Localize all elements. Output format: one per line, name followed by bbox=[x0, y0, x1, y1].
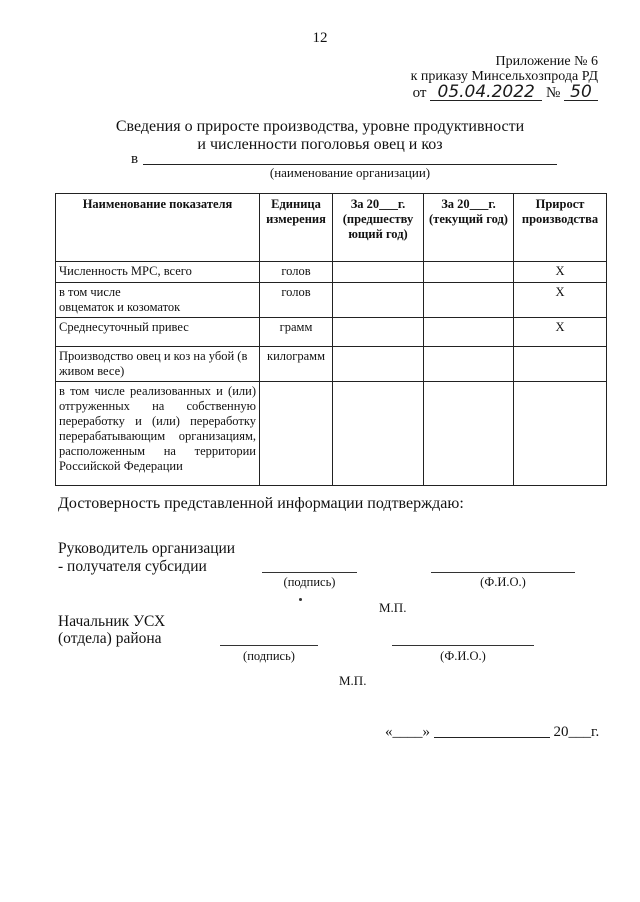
date-day-field[interactable]: «____» bbox=[385, 724, 430, 740]
document-title-line-1: Сведения о приросте производства, уровне продуктивности bbox=[115, 118, 525, 135]
header-indicator: Наименование показателя bbox=[56, 194, 260, 262]
confirmation-text: Достоверность представленной информации подтверждаю: bbox=[58, 495, 464, 512]
table-header-row bbox=[56, 194, 607, 262]
row-growth: Х bbox=[514, 262, 607, 283]
row-previous-year-cell[interactable] bbox=[333, 318, 424, 347]
row-current-year-cell[interactable] bbox=[424, 347, 514, 382]
row-current-year-cell[interactable] bbox=[424, 382, 514, 486]
chief-fio-line[interactable] bbox=[392, 645, 534, 646]
document-title-line-2: и численности поголовья овец и коз bbox=[197, 136, 443, 153]
org-name-caption: (наименование организации) bbox=[269, 165, 431, 180]
date-line bbox=[385, 722, 599, 741]
row-indicator: Производство овец и коз на убой (в живом весе) bbox=[56, 347, 260, 382]
chief-stamp-mark: М.П. bbox=[339, 673, 367, 688]
date-year-field[interactable]: 20___г. bbox=[553, 724, 600, 740]
chief-signature-line[interactable] bbox=[220, 645, 318, 646]
appendix-number-handwritten: 50 bbox=[564, 84, 598, 101]
row-growth[interactable] bbox=[514, 347, 607, 382]
row-growth[interactable] bbox=[514, 382, 607, 486]
row-unit bbox=[260, 382, 333, 486]
table-row bbox=[56, 347, 607, 382]
head-stamp-mark: М.П. bbox=[379, 600, 407, 615]
row-unit: голов bbox=[260, 283, 333, 318]
table-row bbox=[56, 382, 607, 486]
chief-fio-caption: (Ф.И.О.) bbox=[440, 649, 486, 663]
row-growth: Х bbox=[514, 318, 607, 347]
appendix-number-label: № bbox=[545, 85, 561, 101]
table-row bbox=[56, 318, 607, 347]
row-unit: килограмм bbox=[260, 347, 333, 382]
org-prefix: в bbox=[131, 151, 139, 167]
date-month-field[interactable] bbox=[434, 722, 550, 738]
chief-signature-caption: (подпись) bbox=[243, 649, 295, 663]
row-current-year-cell[interactable] bbox=[424, 283, 514, 318]
row-unit: голов bbox=[260, 262, 333, 283]
indicators-table bbox=[55, 193, 607, 486]
table-row bbox=[56, 283, 607, 318]
header-unit: Единица измерения bbox=[260, 194, 333, 262]
row-indicator: в том числе овцематок и козоматок bbox=[56, 283, 260, 318]
row-unit: грамм bbox=[260, 318, 333, 347]
row-indicator: Численность МРС, всего bbox=[56, 262, 260, 283]
row-indicator: Среднесуточный привес bbox=[56, 318, 260, 347]
head-signature-caption: (подпись) bbox=[283, 575, 336, 589]
row-previous-year-cell[interactable] bbox=[333, 283, 424, 318]
head-fio-line[interactable] bbox=[431, 572, 575, 573]
head-signature-line[interactable] bbox=[262, 572, 357, 573]
appendix-line-2: к приказу Минсельхозпрода РД bbox=[410, 69, 598, 84]
head-title-line-1: Руководитель организации bbox=[58, 540, 236, 557]
chief-title-line-2: (отдела) района bbox=[58, 630, 162, 647]
header-growth: Прирост производства bbox=[514, 194, 607, 262]
header-current-year: За 20___г. (текущий год) bbox=[424, 194, 514, 262]
row-indicator: в том числе реализованных и (или) отгруженных на собственную переработку и (или) переработку перерабатывающим организациям, расположенным на территории Российской Федерации bbox=[56, 382, 260, 486]
chief-title-line-1: Начальник УСХ bbox=[58, 613, 166, 630]
row-growth: Х bbox=[514, 283, 607, 318]
head-fio-caption: (Ф.И.О.) bbox=[480, 575, 526, 589]
appendix-line-1: Приложение № 6 bbox=[495, 54, 598, 69]
table-row bbox=[56, 262, 607, 283]
header-previous-year: За 20___г. (предшеству ющий год) bbox=[333, 194, 424, 262]
appendix-line-3 bbox=[413, 84, 598, 101]
row-previous-year-cell[interactable] bbox=[333, 347, 424, 382]
row-previous-year-cell[interactable] bbox=[333, 382, 424, 486]
appendix-date-handwritten: 05.04.2022 bbox=[430, 84, 542, 101]
row-current-year-cell[interactable] bbox=[424, 318, 514, 347]
page-number: 12 bbox=[312, 30, 328, 46]
appendix-from-prefix: от bbox=[412, 85, 427, 101]
row-previous-year-cell[interactable] bbox=[333, 262, 424, 283]
row-current-year-cell[interactable] bbox=[424, 262, 514, 283]
stray-dot bbox=[299, 598, 302, 601]
head-title-line-2: - получателя субсидии bbox=[58, 558, 207, 575]
